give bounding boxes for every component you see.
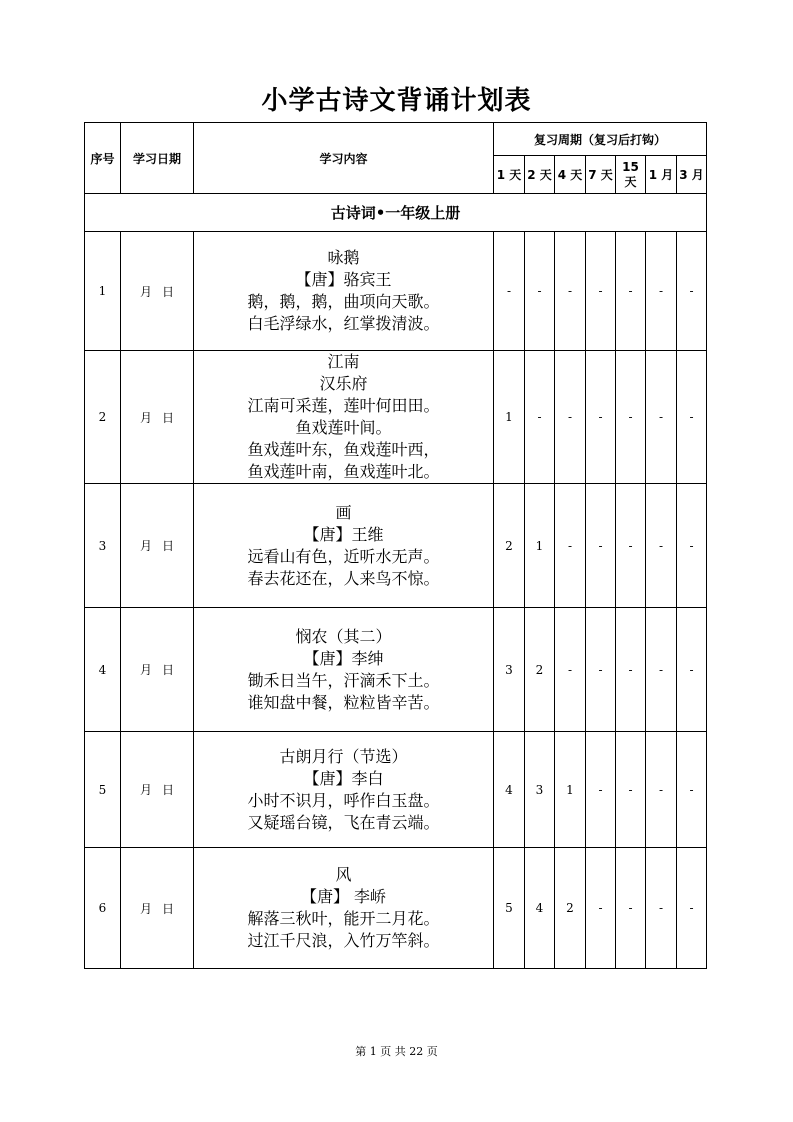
date-month-label: 月	[139, 284, 152, 299]
date-day-label: 日	[162, 284, 175, 299]
review-checkbox-cell[interactable]: -	[525, 232, 555, 351]
review-checkbox-cell[interactable]: -	[677, 351, 707, 484]
review-checkbox-cell[interactable]: -	[677, 232, 707, 351]
poem-content	[194, 351, 494, 484]
review-checkbox-cell[interactable]: -	[616, 351, 646, 484]
row-number: 5	[85, 732, 121, 848]
review-checkbox-cell[interactable]: 2	[525, 608, 555, 732]
header-seq: 序号	[85, 123, 121, 194]
section-row	[85, 194, 707, 232]
header-content: 学习内容	[194, 123, 494, 194]
row-number: 3	[85, 484, 121, 608]
review-checkbox-cell[interactable]: -	[525, 351, 555, 484]
review-checkbox-cell[interactable]: -	[646, 351, 677, 484]
date-month-label: 月	[139, 901, 152, 916]
review-checkbox-cell[interactable]: -	[616, 608, 646, 732]
review-checkbox-cell[interactable]: 1	[494, 351, 525, 484]
header-month-1: 1 月	[646, 156, 677, 194]
header-day-4: 4 天	[555, 156, 586, 194]
poem-line: 鱼戏莲叶南，鱼戏莲叶北。	[247, 462, 440, 481]
table-row	[85, 232, 707, 351]
review-checkbox-cell[interactable]: 1	[555, 732, 586, 848]
poem-title: 画	[335, 502, 352, 522]
header-date: 学习日期	[121, 123, 194, 194]
review-checkbox-cell[interactable]: -	[586, 232, 616, 351]
review-checkbox-cell[interactable]: -	[677, 608, 707, 732]
review-checkbox-cell[interactable]: -	[555, 608, 586, 732]
review-checkbox-cell[interactable]: -	[586, 351, 616, 484]
poem-line: 远看山有色，近听水无声。	[247, 546, 440, 566]
poem-author: 【唐】 李峤	[300, 887, 387, 906]
date-month-label: 月	[139, 410, 152, 425]
poem-author: 【唐】李白	[303, 768, 384, 788]
study-date-cell[interactable]	[121, 232, 194, 351]
poem-line: 鱼戏莲叶间。	[295, 418, 392, 437]
poem-title: 江南	[327, 352, 360, 371]
study-date-cell[interactable]	[121, 484, 194, 608]
header-day-1: 1 天	[494, 156, 525, 194]
date-day-label: 日	[162, 539, 175, 553]
review-checkbox-cell[interactable]: -	[646, 848, 677, 969]
header-day-15: 15 天	[616, 156, 646, 194]
section-title: 古诗词•一年级上册	[85, 194, 707, 232]
row-number: 4	[85, 608, 121, 732]
study-date-cell[interactable]	[121, 848, 194, 969]
table-row	[85, 351, 707, 484]
header-row	[85, 123, 707, 156]
date-month-label: 月	[139, 783, 152, 797]
page-footer: 第 1 页 共 22 页	[355, 1045, 438, 1058]
poem-author: 汉乐府	[319, 374, 368, 393]
review-checkbox-cell[interactable]: 3	[525, 732, 555, 848]
date-day-label: 日	[162, 901, 175, 916]
poem-content	[194, 848, 494, 969]
review-checkbox-cell[interactable]: -	[677, 732, 707, 848]
row-number: 2	[85, 351, 121, 484]
review-checkbox-cell[interactable]: -	[646, 484, 677, 608]
header-month-3: 3 月	[677, 156, 707, 194]
poem-line: 春去花还在，人来鸟不惊。	[247, 568, 440, 588]
table-row	[85, 608, 707, 732]
review-checkbox-cell[interactable]: 1	[525, 484, 555, 608]
poem-line: 锄禾日当午，汗滴禾下土。	[247, 670, 440, 690]
poem-content	[194, 484, 494, 608]
review-checkbox-cell[interactable]: 2	[494, 484, 525, 608]
plan-table	[84, 122, 707, 969]
review-checkbox-cell[interactable]: -	[555, 351, 586, 484]
poem-line: 小时不识月，呼作白玉盘。	[247, 790, 440, 810]
review-checkbox-cell[interactable]: -	[616, 732, 646, 848]
poem-line: 白毛浮绿水，红掌拨清波。	[247, 314, 440, 333]
page-title: 小学古诗文背诵计划表	[261, 86, 532, 116]
date-day-label: 日	[162, 663, 175, 677]
poem-line: 又疑瑶台镜，飞在青云端。	[247, 812, 440, 832]
review-checkbox-cell[interactable]: -	[586, 732, 616, 848]
review-checkbox-cell[interactable]: 3	[494, 608, 525, 732]
study-date-cell[interactable]	[121, 732, 194, 848]
poem-author: 【唐】李绅	[303, 648, 384, 668]
review-checkbox-cell[interactable]: 5	[494, 848, 525, 969]
date-day-label: 日	[162, 783, 175, 797]
review-checkbox-cell[interactable]: 4	[494, 732, 525, 848]
review-checkbox-cell[interactable]: -	[586, 484, 616, 608]
poem-line: 谁知盘中餐，粒粒皆辛苦。	[247, 692, 440, 712]
poem-title: 风	[335, 865, 352, 884]
poem-line: 鹅，鹅，鹅，曲项向天歌。	[247, 292, 440, 311]
row-number: 1	[85, 232, 121, 351]
review-checkbox-cell[interactable]: -	[555, 232, 586, 351]
header-day-7: 7 天	[586, 156, 616, 194]
poem-title: 咏鹅	[327, 248, 360, 267]
poem-content	[194, 732, 494, 848]
table-row	[85, 732, 707, 848]
review-checkbox-cell[interactable]: -	[555, 484, 586, 608]
date-month-label: 月	[139, 539, 152, 553]
review-checkbox-cell[interactable]: -	[494, 232, 525, 351]
review-checkbox-cell[interactable]: -	[586, 848, 616, 969]
review-checkbox-cell[interactable]: -	[616, 848, 646, 969]
review-checkbox-cell[interactable]: -	[646, 232, 677, 351]
review-checkbox-cell[interactable]: -	[616, 484, 646, 608]
poem-title: 古朗月行（节选）	[279, 746, 408, 766]
poem-line: 解落三秋叶，能开二月花。	[247, 909, 440, 928]
review-checkbox-cell[interactable]: 2	[555, 848, 586, 969]
study-date-cell[interactable]	[121, 351, 194, 484]
poem-title: 悯农（其二）	[295, 626, 392, 646]
table-row	[85, 848, 707, 969]
table-row	[85, 484, 707, 608]
row-number: 6	[85, 848, 121, 969]
poem-line: 鱼戏莲叶东，鱼戏莲叶西，	[247, 440, 440, 459]
header-review-cycle: 复习周期（复习后打钩）	[494, 123, 707, 156]
date-day-label: 日	[162, 410, 175, 425]
date-month-label: 月	[139, 663, 152, 677]
review-checkbox-cell[interactable]: -	[646, 732, 677, 848]
study-date-cell[interactable]	[121, 608, 194, 732]
poem-line: 过江千尺浪，入竹万竿斜。	[247, 931, 440, 950]
header-day-2: 2 天	[525, 156, 555, 194]
poem-content	[194, 232, 494, 351]
poem-author: 【唐】王维	[303, 524, 384, 544]
review-checkbox-cell[interactable]: -	[646, 608, 677, 732]
review-checkbox-cell[interactable]: -	[616, 232, 646, 351]
poem-line: 江南可采莲，莲叶何田田。	[247, 396, 440, 415]
review-checkbox-cell[interactable]: -	[677, 484, 707, 608]
review-checkbox-cell[interactable]: 4	[525, 848, 555, 969]
review-checkbox-cell[interactable]: -	[586, 608, 616, 732]
poem-content	[194, 608, 494, 732]
poem-author: 【唐】骆宾王	[295, 270, 392, 289]
review-checkbox-cell[interactable]: -	[677, 848, 707, 969]
